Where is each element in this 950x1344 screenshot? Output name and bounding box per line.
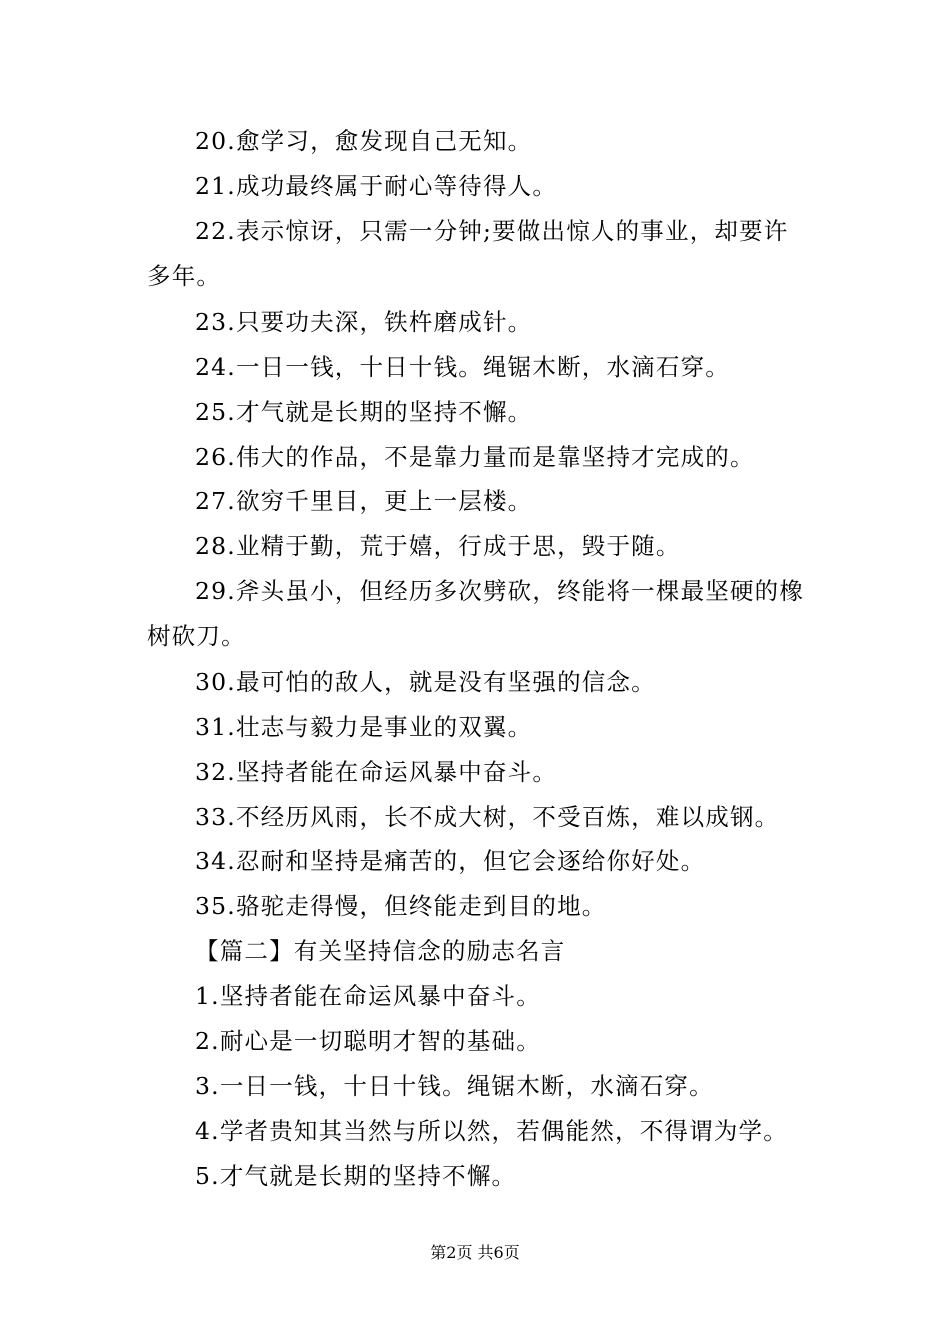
paragraph: 33.不经历风雨，长不成大树，不受百炼，难以成钢。 <box>195 803 780 831</box>
section-heading: 【篇二】有关坚持信念的励志名言 <box>195 937 566 965</box>
paragraph: 30.最可怕的敌人，就是没有坚强的信念。 <box>195 668 656 696</box>
page-number-footer: 第2页 共6页 <box>430 1243 520 1262</box>
paragraph: 3.一日一钱，十日十钱。绳锯木断，水滴石穿。 <box>195 1072 714 1100</box>
paragraph: 2.耐心是一切聪明才智的基础。 <box>195 1027 541 1055</box>
paragraph: 5.才气就是长期的坚持不懈。 <box>195 1162 517 1190</box>
paragraph: 25.才气就是长期的坚持不懈。 <box>195 398 533 426</box>
paragraph: 35.骆驼走得慢，但终能走到目的地。 <box>195 892 607 920</box>
paragraph: 20.愈学习，愈发现自己无知。 <box>195 127 533 155</box>
paragraph: 34.忍耐和坚持是痛苦的，但它会逐给你好处。 <box>195 847 706 875</box>
paragraph: 23.只要功夫深，铁杵磨成针。 <box>195 308 533 336</box>
paragraph: 1.坚持者能在命运风暴中奋斗。 <box>195 982 541 1010</box>
paragraph: 21.成功最终属于耐心等待得人。 <box>195 172 558 200</box>
paragraph: 31.壮志与毅力是事业的双翼。 <box>195 713 533 741</box>
paragraph: 24.一日一钱，十日十钱。绳锯木断，水滴石穿。 <box>195 353 730 381</box>
paragraph: 32.坚持者能在命运风暴中奋斗。 <box>195 758 558 786</box>
paragraph: 26.伟大的作品，不是靠力量而是靠坚持才完成的。 <box>195 443 755 471</box>
paragraph: 4.学者贵知其当然与所以然，若偶能然，不得谓为学。 <box>195 1117 788 1145</box>
paragraph: 22.表示惊讶，只需一分钟;要做出惊人的事业，却要许多年。 <box>147 217 789 290</box>
paragraph: 27.欲穷千里目，更上一层楼。 <box>195 487 533 515</box>
paragraph: 29.斧头虽小，但经历多次劈砍，终能将一棵最坚硬的橡树砍刀。 <box>147 577 805 650</box>
paragraph: 28.业精于勤，荒于嬉，行成于思，毁于随。 <box>195 532 681 560</box>
